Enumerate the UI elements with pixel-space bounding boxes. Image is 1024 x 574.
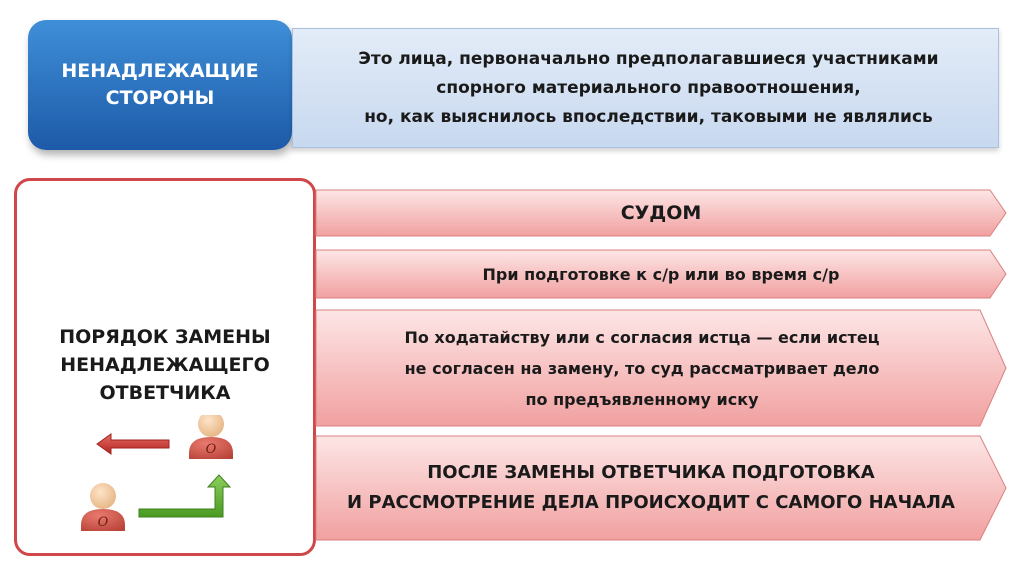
definition-line-3: но, как выяснилось впоследствии, таковыми не являлись [364, 106, 933, 127]
title-box [28, 20, 292, 150]
title-line-1: НЕНАДЛЕЖАЩИЕ [61, 60, 259, 82]
step-3-line-1: По ходатайству или с согласия истца — если истец [404, 327, 880, 347]
title-line-2: СТОРОНЫ [105, 87, 215, 109]
definition-line-1: Это лица, первоначально предполагавшиеся участниками [358, 48, 939, 69]
step-4-line-2: И РАССМОТРЕНИЕ ДЕЛА ПРОИСХОДИТ С САМОГО НАЧАЛА [347, 492, 955, 513]
green-arrow-icon [139, 475, 230, 517]
person-improper-defendant-icon [81, 483, 125, 531]
step-3-line-2: не согласен на замену, то суд рассматривает дело [404, 358, 880, 378]
procedure-panel [14, 178, 316, 556]
step-3-text [316, 310, 968, 426]
step-2-text [316, 250, 1006, 298]
procedure-title-line-1: ПОРЯДОК ЗАМЕНЫ [59, 326, 271, 348]
step-2-line-1: При подготовке к с/р или во время с/р [482, 264, 840, 284]
step-4-line-1: ПОСЛЕ ЗАМЕНЫ ОТВЕТЧИКА ПОДГОТОВКА [427, 462, 875, 483]
replacement-illustration [77, 415, 267, 545]
procedure-title-line-3: ОТВЕТЧИКА [99, 382, 231, 404]
person-top-label: О [205, 442, 217, 457]
procedure-title-line-2: НЕНАДЛЕЖАЩЕГО [60, 354, 270, 376]
person-bottom-label: О [97, 515, 109, 530]
definition-box [292, 28, 999, 148]
definition-line-2: спорного материального правоотношения, [436, 77, 861, 98]
step-3-line-3: по предъявленному иску [525, 389, 759, 409]
procedure-title [17, 323, 313, 407]
step-4-text [316, 436, 986, 540]
step-1-text [316, 190, 1006, 236]
person-new-defendant-icon [189, 415, 233, 459]
step-1-line-1: СУДОМ [620, 202, 702, 224]
red-arrow-icon [97, 434, 169, 454]
